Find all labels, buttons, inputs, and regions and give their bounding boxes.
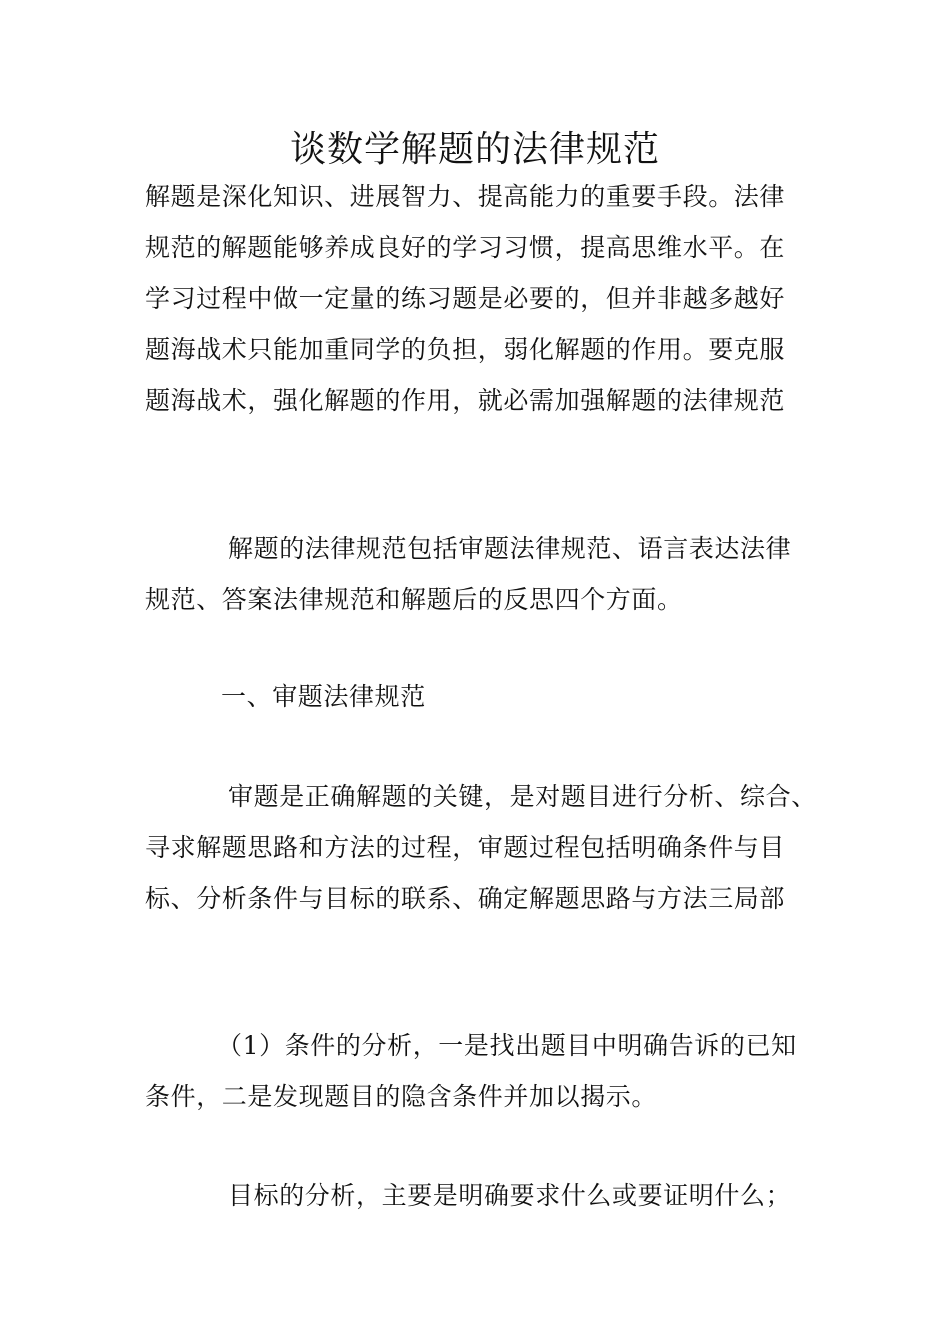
paragraph-line: 题海战术只能加重同学的负担，弱化解题的作用。要克服: [145, 335, 786, 364]
paragraph-line: （1）条件的分析，一是找出题目中明确告诉的已知: [217, 1031, 797, 1060]
paragraph-line: 条件，二是发现题目的隐含条件并加以揭示。: [145, 1082, 658, 1111]
paragraph-scope: [145, 523, 815, 625]
paragraph-goal-analysis: [145, 1170, 815, 1221]
paragraph-line: 一、审题法律规范: [221, 682, 426, 711]
section-heading-review: [145, 671, 815, 722]
paragraph-line: 寻求解题思路和方法的过程，审题过程包括明确条件与目: [145, 833, 786, 862]
paragraph-condition-analysis: [145, 1020, 815, 1122]
paragraph-line: 解题是深化知识、进展智力、提高能力的重要手段。法律: [145, 182, 786, 211]
paragraph-line: 标、分析条件与目标的联系、确定解题思路与方法三局部: [145, 884, 786, 913]
paragraph-line: 审题是正确解题的关键，是对题目进行分析、综合、: [228, 782, 817, 811]
paragraph-review: [145, 771, 815, 924]
paragraph-line: 题海战术，强化解题的作用，就必需加强解题的法律规范: [145, 386, 786, 415]
paragraph-line: 学习过程中做一定量的练习题是必要的，但并非越多越好: [145, 284, 786, 313]
paragraph-line: 解题的法律规范包括审题法律规范、语言表达法律: [228, 534, 792, 563]
paragraph-line: 规范、答案法律规范和解题后的反思四个方面。: [145, 585, 683, 614]
paragraph-line: 规范的解题能够养成良好的学习习惯，提高思维水平。在: [145, 233, 786, 262]
paragraph-intro: [145, 171, 815, 426]
document-title: 谈数学解题的法律规范: [289, 129, 660, 170]
paragraph-line: 目标的分析，主要是明确要求什么或要证明什么；: [228, 1181, 792, 1210]
